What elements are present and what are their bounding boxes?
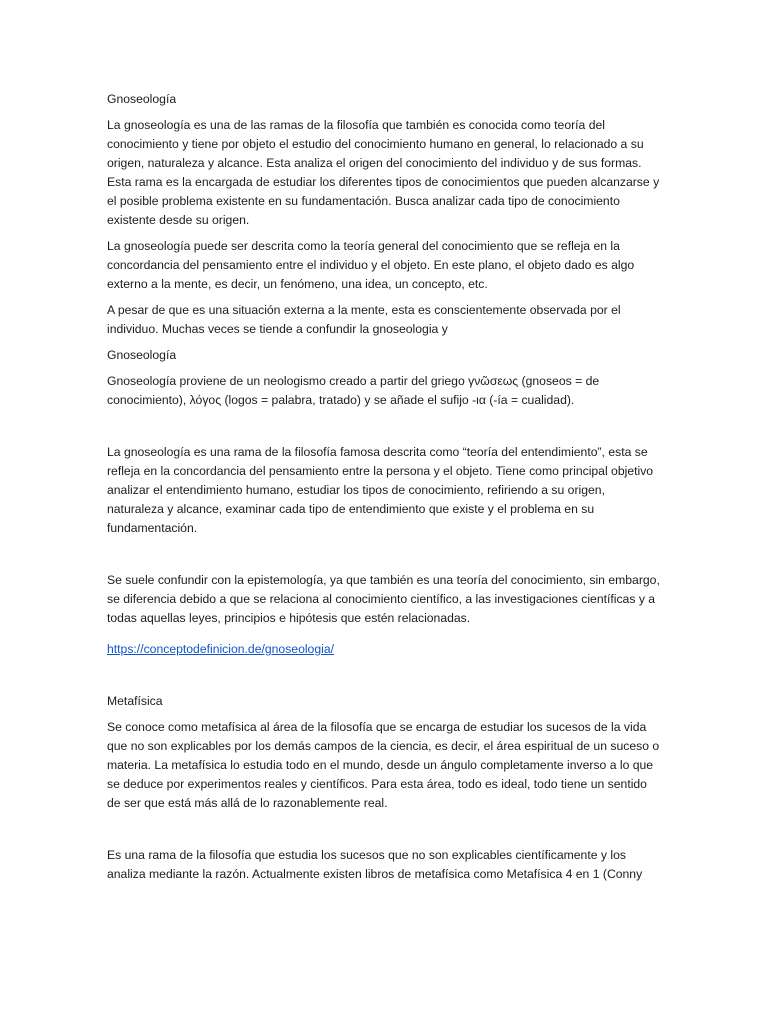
document-page bbox=[107, 90, 663, 884]
paragraph-intro: La gnoseología es una de las ramas de la filosofía que también es conocida como teoría del conocimiento y tiene por objeto el estudio del conocimiento humano en general, lo relacionado a su origen, naturaleza y alcance. Esta analiza el origen del conocimiento del individuo y de sus formas. Esta rama es la encargada de estudiar los diferentes tipos de conocimientos que pueden alcanzarse y el posible problema existente en su fundamentación. Busca analizar cada tipo de conocimiento existente desde su origen. bbox=[107, 118, 660, 227]
heading-gnoseologia-2: Gnoseología bbox=[107, 348, 177, 362]
source-link[interactable]: https://conceptodefinicion.de/gnoseologia/ bbox=[107, 642, 334, 656]
paragraph-definition: La gnoseología puede ser descrita como la teoría general del conocimiento que se refleja en la concordancia del pensamiento entre el individuo y el objeto. En este plano, el objeto dado es algo externo a la mente, es decir, un fenómeno, una idea, un concepto, etc. bbox=[107, 239, 635, 291]
link-paragraph bbox=[107, 640, 663, 659]
paragraph-understanding: La gnoseología es una rama de la filosofía famosa descrita como “teoría del entendimiento”, esta se refleja en la concordancia del pensamiento entre la persona y el objeto. Tiene como principal objetivo analizar el entendimiento humano, estudiar los tipos de conocimiento, refiriendo a su origen, naturaleza y alcance, examinar cada tipo de entendimiento que existe y el problema en su fundamentación. bbox=[107, 445, 654, 535]
paragraph-epistemology: Se suele confundir con la epistemología, ya que también es una teoría del conocimiento, sin embargo, se diferencia debido a que se relaciona al conocimiento científico, a las investigaciones científicas y a todas aquellas leyes, principios e hipótesis que estén relacionadas. bbox=[107, 573, 660, 625]
paragraph-observation: A pesar de que es una situación externa a la mente, esta es conscientemente observada por el individuo. Muchas veces se tiende a confundir la gnoseologia y bbox=[107, 303, 621, 336]
paragraph-etymology: Gnoseología proviene de un neologismo creado a partir del griego γνῶσεως (gnoseos = de conocimiento), λόγος (logos = palabra, tratado) y se añade el sufijo -ια (-ía = cualidad). bbox=[107, 374, 600, 407]
heading-gnoseologia: Gnoseología bbox=[107, 92, 177, 106]
paragraph-metafisica: Se conoce como metafísica al área de la filosofía que se encarga de estudiar los sucesos de la vida que no son explicables por los demás campos de la ciencia, es decir, el área espiritual de un suceso o materia. La metafísica lo estudia todo en el mundo, desde un ángulo completamente inverso a lo que se deduce por experimentos reales y científicos. Para esta área, todo es ideal, todo tiene un sentido de ser que está más allá de lo razonablemente real. bbox=[107, 720, 660, 810]
heading-metafisica: Metafísica bbox=[107, 694, 163, 708]
paragraph-metafisica-branch: Es una rama de la filosofía que estudia los sucesos que no son explicables científicamente y los analiza mediante la razón. Actualmente existen libros de metafísica como Metafísica 4 en 1 (Conny bbox=[107, 848, 643, 881]
